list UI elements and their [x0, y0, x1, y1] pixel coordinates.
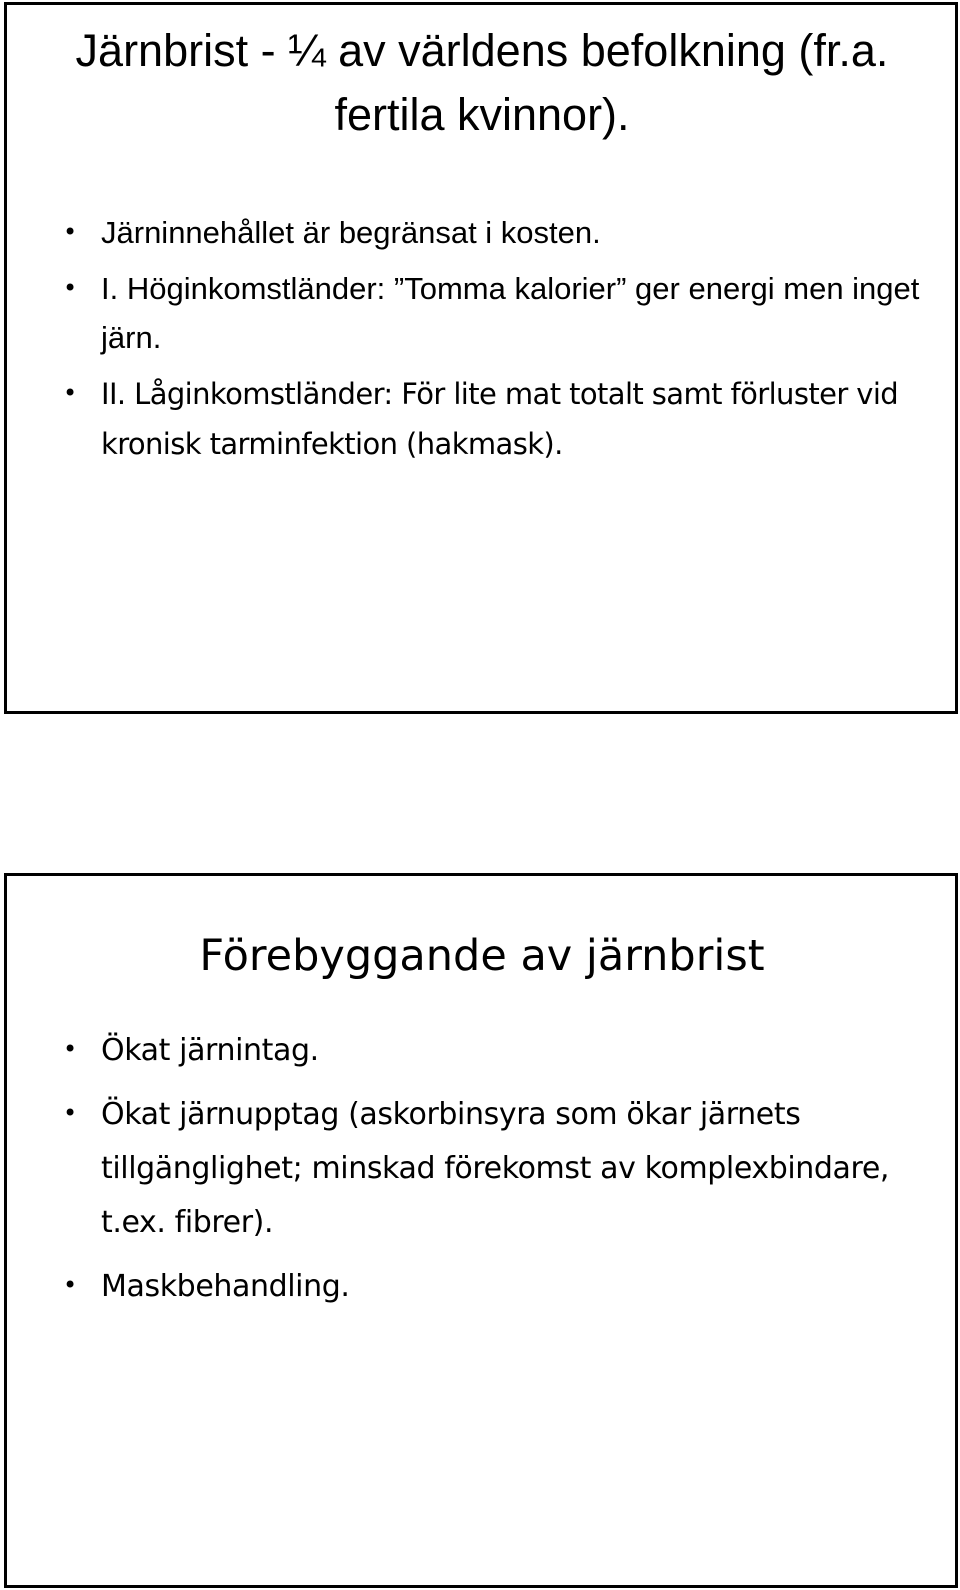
- bullet-item: [55, 369, 935, 469]
- bullet-text: Järninnehållet är begränsat i kosten.: [101, 215, 601, 250]
- slide-title: Järnbrist - ¼ av världens befolkning (fr.a. fertila kvinnor).: [75, 25, 889, 140]
- bullet-text: Maskbehandling.: [101, 1269, 350, 1304]
- bullet-icon: •: [63, 1271, 78, 1299]
- bullet-item: [55, 208, 935, 257]
- bullet-item: [55, 264, 935, 362]
- bullet-item: [55, 1023, 945, 1077]
- bullet-icon: •: [63, 1035, 78, 1063]
- bullet-icon: •: [63, 274, 78, 302]
- bullet-list: [55, 208, 935, 476]
- bullet-text: I. Höginkomstländer: ”Tomma kalorier” ger energi men inget järn.: [101, 271, 920, 355]
- bullet-icon: •: [63, 1099, 78, 1127]
- bullet-item: [55, 1087, 945, 1249]
- bullet-text: Ökat järnintag.: [101, 1033, 319, 1068]
- slide-title: Förebyggande av järnbrist: [199, 931, 765, 981]
- bullet-text: II. Låginkomstländer: För lite mat totalt samt förluster vid kronisk tarminfektion (hakmask).: [101, 377, 899, 461]
- bullet-item: [55, 1259, 945, 1313]
- slide-prevention: [4, 873, 958, 1588]
- bullet-list: [55, 1023, 945, 1323]
- slide-iron-deficiency: [4, 2, 958, 714]
- bullet-icon: •: [63, 218, 78, 246]
- bullet-text: Ökat järnupptag (askorbinsyra som ökar järnets tillgänglighet; minskad förekomst av komplexbindare, t.ex. fibrer).: [101, 1097, 890, 1240]
- bullet-icon: •: [63, 379, 78, 407]
